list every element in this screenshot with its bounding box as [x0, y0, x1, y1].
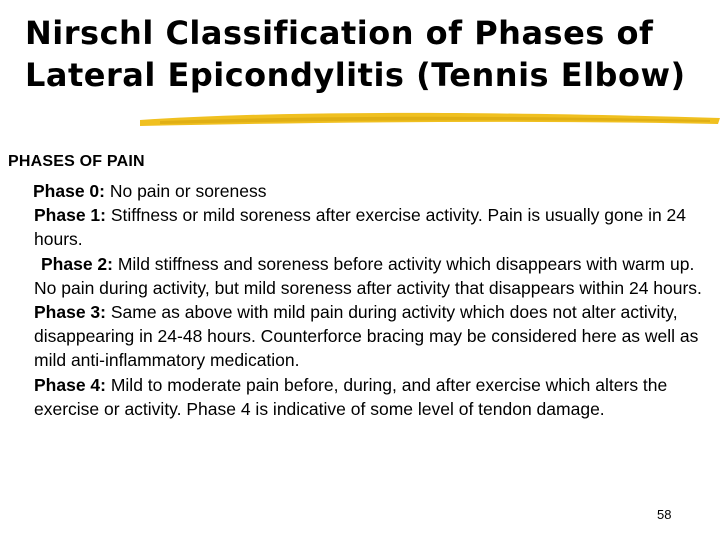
phase-item	[34, 252, 714, 300]
slide-title: Nirschl Classification of Phases of Lateral Epicondylitis (Tennis Elbow)	[25, 14, 686, 94]
phase-item	[34, 300, 714, 373]
phase-text: Stiffness or mild soreness after exercise activity. Pain is usually gone in 24 hours.	[34, 205, 687, 250]
phase-text: Same as above with mild pain during activity which does not alter activity, disappearing in 24-48 hours. Counterforce bracing may be considered here as well as mild anti-inflammatory medication.	[34, 302, 699, 371]
phase-text: No pain or soreness	[104, 181, 267, 201]
phase-label: Phase 3:	[34, 302, 106, 323]
title-underline-swoosh	[140, 108, 720, 130]
page-number: 58	[657, 507, 672, 522]
phase-label: Phase 1:	[34, 205, 106, 226]
phase-text: Mild to moderate pain before, during, and after exercise which alters the exercise or activity. Phase 4 is indicative of some level of tendon damage.	[34, 374, 668, 419]
phase-item	[33, 179, 714, 203]
phase-label: Phase 4:	[34, 374, 106, 395]
phases-list	[34, 179, 714, 421]
section-heading: PHASES OF PAIN	[8, 153, 145, 170]
phase-item	[34, 203, 714, 251]
phase-item	[34, 373, 714, 421]
phase-label: Phase 0:	[33, 181, 105, 201]
phase-label: Phase 2:	[41, 253, 113, 274]
phase-text: Mild stiffness and soreness before activity which disappears with warm up. No pain during activity, but mild soreness after activity that disappears within 24 hours.	[34, 253, 702, 298]
